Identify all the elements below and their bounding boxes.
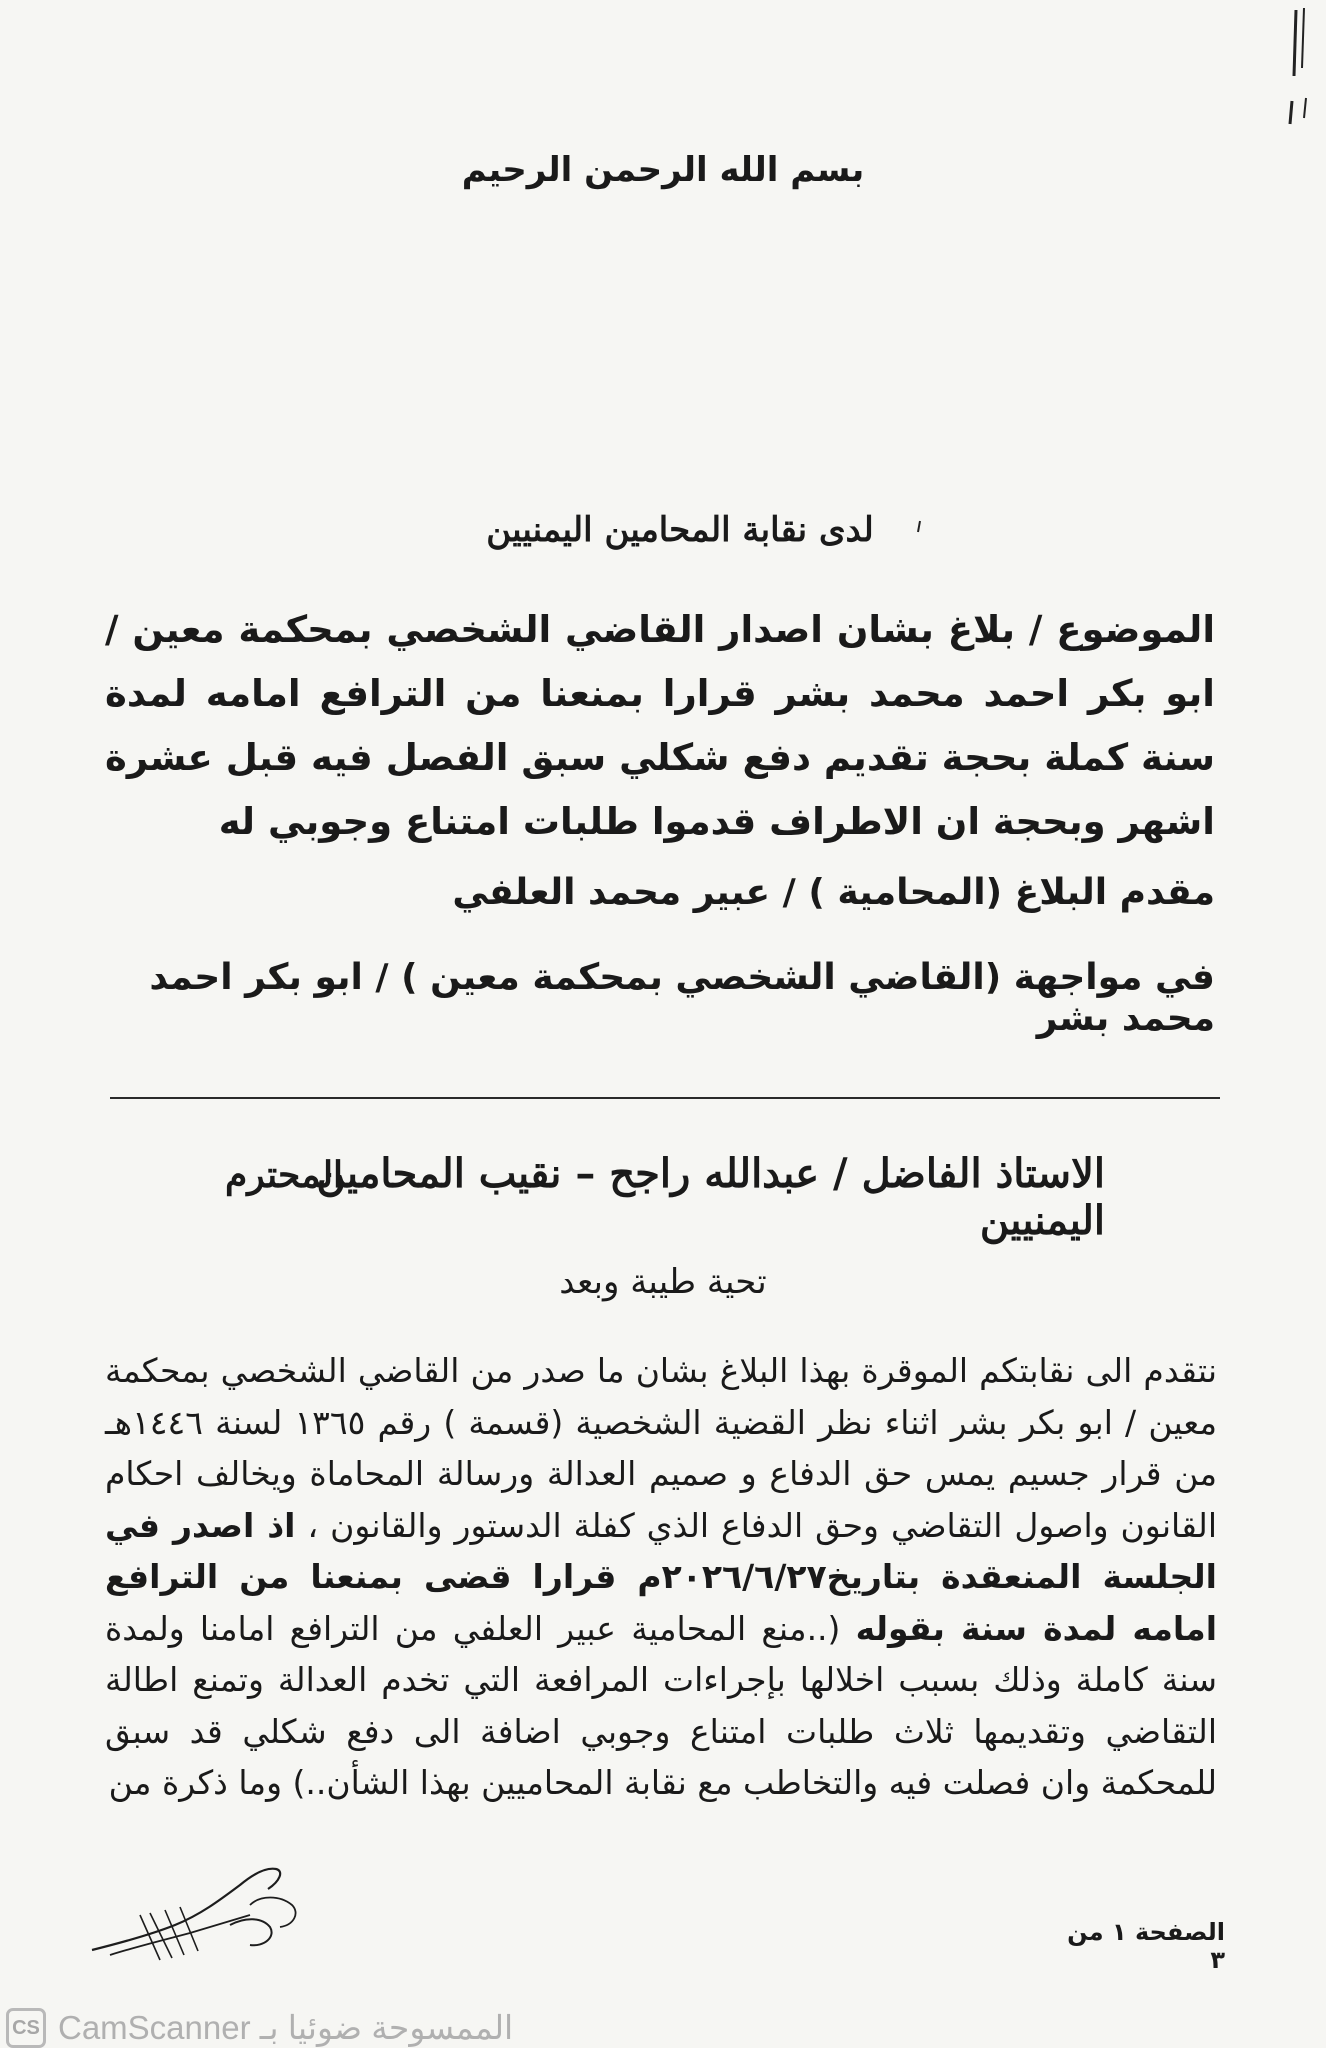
- body-text-emphasis: اذ اصدر في الجلسة المنعقدة بتاريخ٢٠٢٦/٦/٢٧م قرارا قضى بمنعنا من الترافع امامه لمدة سنة بقوله: [105, 1505, 1218, 1648]
- addressee-honorific: المحترم: [225, 1154, 344, 1196]
- recipient-line: لدى نقابة المحامين اليمنيين: [486, 510, 874, 550]
- margin-pen-marks: [1280, 6, 1320, 136]
- subject-text: بلاغ بشان اصدار القاضي الشخصي بمحكمة معين / ابو بكر احمد محمد بشر قرارا بمنعنا من الترافع امامه لمدة سنة كملة بحجة تقديم دفع شكلي سبق الفصل فيه قبل عشرة اشهر وبحجة ان الاطراف قدموا طلبات امتناع وجوبي له: [105, 608, 1215, 843]
- facing-text: (القاضي الشخصي بمحكمة معين ) / ابو بكر احمد محمد بشر: [149, 957, 1215, 1039]
- subject-paragraph: [105, 598, 1215, 854]
- camscanner-watermark: [6, 2008, 606, 2048]
- subject-label: الموضوع /: [1014, 608, 1215, 651]
- camscanner-logo-icon: CS: [6, 2008, 46, 2048]
- handwritten-signature: [80, 1855, 320, 1970]
- facing-line: [105, 957, 1215, 1039]
- body-text-part1: نتقدم الى نقابتكم الموقرة بهذا البلاغ بشان ما صدر من القاضي الشخصي بمحكمة معين / ابو بكر بشر اثناء نظر القضية الشخصية (قسمة ) رقم ١٣٦٥ لسنة ١٤٤٦هـ من قرار جسيم يمس حق الدفاع و صميم العدالة ورسالة المحاماة ويخالف احكام القانون واصول التقاضي وحق الدفاع الذي كفلة الدستور والقانون ،: [105, 1351, 1217, 1545]
- submitter-line: [105, 872, 1215, 913]
- greeting-line: تحية طيبة وبعد: [559, 1262, 767, 1302]
- body-text-part3: (..منع المحامية عبير العلفي من الترافع امامنا ولمدة سنة كاملة وذلك بسبب اخلالها بإجراءات المرافعة التي تخدم العدالة وتمنع اطالة التقاضي وتقديمها ثلاث طلبات امتناع وجوبي اضافة الى دفع شكلي قد سبق للمحكمة وان فصلت فيه والتخاطب مع نقابة المحاميين بهذا الشأن..) وما ذكرة من: [105, 1608, 1217, 1802]
- horizontal-divider: [110, 1097, 1220, 1099]
- basmala-heading: بسم الله الرحمن الرحيم: [461, 150, 865, 190]
- submitter-text: (المحامية ) / عبير محمد العلفي: [452, 872, 1003, 913]
- addressee-line: [225, 1150, 1105, 1244]
- stray-pen-mark: [914, 520, 924, 534]
- body-paragraph: [105, 1345, 1217, 1809]
- addressee-text: الاستاذ الفاضل / عبدالله راجح – نقيب المحامين اليمنيين: [316, 1150, 1105, 1244]
- submitter-label: مقدم البلاغ: [1002, 872, 1215, 913]
- page-number: الصفحة ١ من ٣: [1067, 1918, 1225, 1974]
- watermark-text: CamScanner الممسوحة ضوئيا بـ: [58, 2009, 514, 2046]
- facing-label: في مواجهة: [1001, 957, 1215, 998]
